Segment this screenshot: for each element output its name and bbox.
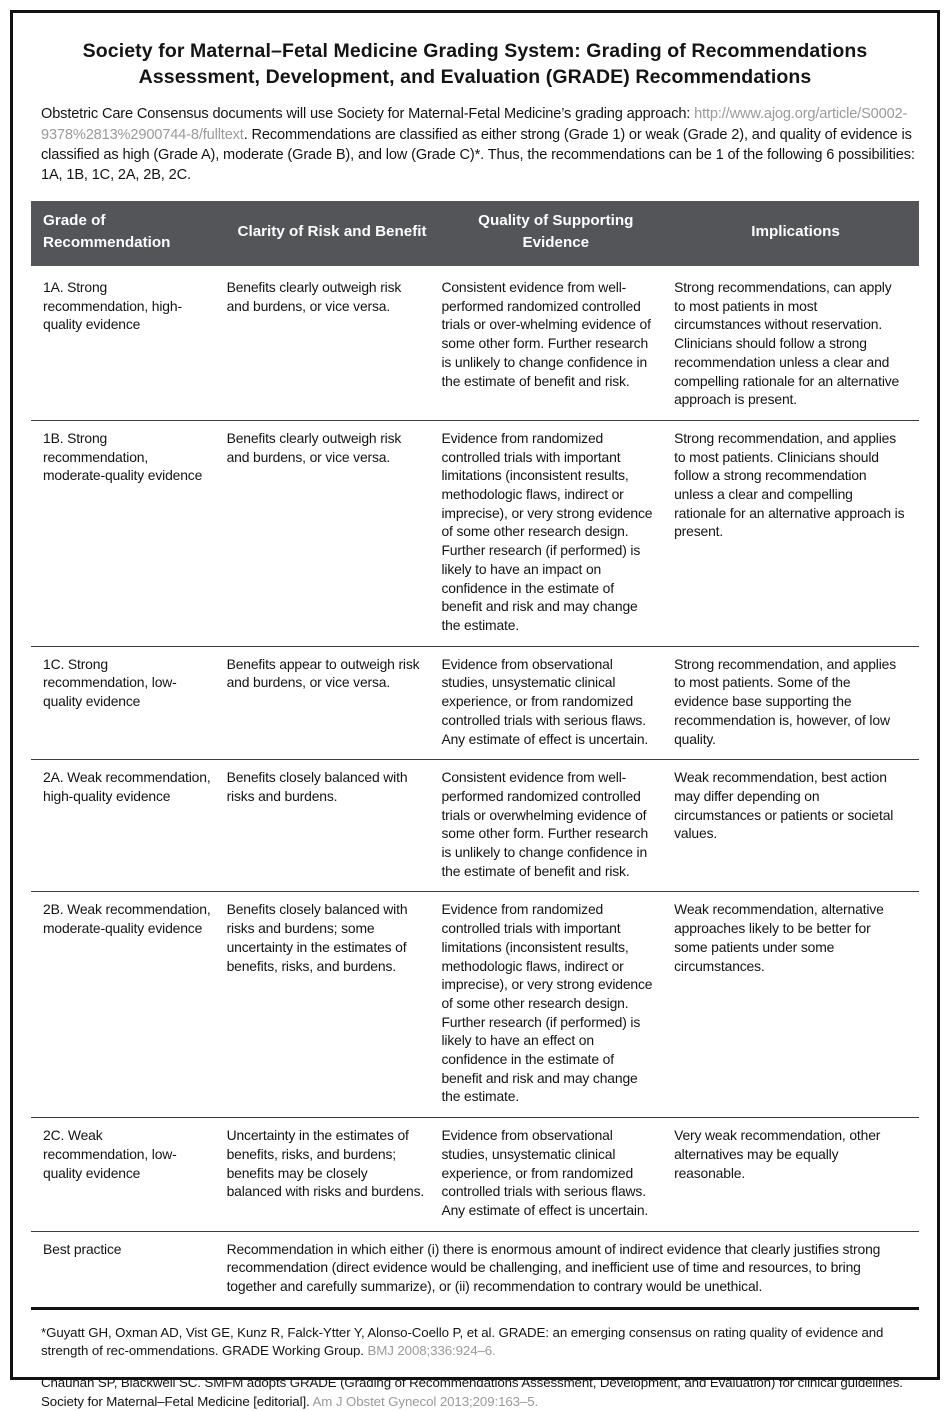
quality-cell: Evidence from observational studies, unsystematic clinical experience, or from randomized controlled trials with serious flaws. Any estimate of effect is uncertain.	[439, 1118, 672, 1232]
quality-cell: Evidence from randomized controlled trials with important limitations (inconsistent results, methodologic flaws, indirect or imprecise), or very strong evidence of some other research design. Further research (if performed) is likely to have an impact on confidence in the estimate of benefit and risk and may change the estimate.	[439, 420, 672, 646]
table-row-1c	[31, 646, 919, 760]
clarity-cell: Benefits appear to outweigh risk and burdens, or vice versa.	[225, 646, 440, 760]
quality-cell: Consistent evidence from well-performed randomized controlled trials or overwhelming evidence of some other form. Further research is unlikely to change confidence in the estimate of benefit and risk.	[439, 760, 672, 892]
column-header-grade-of-recommendation: Grade of Recommendation	[31, 201, 225, 266]
footnote-guyatt-text: *Guyatt GH, Oxman AD, Vist GE, Kunz R, Falck-Ytter Y, Alonso-Coello P, et al. GRADE: an emerging consensus on rating quality of evidence and strength of rec-ommendations. GRADE Working Group.	[41, 1324, 884, 1359]
grade-cell: 1C. Strong recommendation, low-quality evidence	[31, 646, 225, 760]
table-header-row	[31, 201, 919, 266]
article-url-link[interactable]: http://www.ajog.org/article/S0002-9378%2813%2900744-8/fulltext	[41, 106, 908, 143]
footnote-guyatt	[41, 1324, 915, 1361]
quality-cell: Evidence from randomized controlled trials with important limitations (inconsistent results, methodologic flaws, indirect or imprecise), or very strong evidence of some other research design. Further research (if performed) is likely to have an effect on confidence in the estimate of benefit and risk and may change the estimate.	[439, 892, 672, 1118]
table-row-2a	[31, 760, 919, 892]
grade-cell: 1A. Strong recommendation, high-quality evidence	[43, 279, 182, 333]
footnote-chauhan	[41, 1374, 915, 1411]
implications-cell: Weak recommendation, alternative approaches likely to be better for some patients under some circumstances.	[672, 892, 919, 1118]
document-frame	[10, 10, 940, 1409]
grade-cell: 2C. Weak recommendation, low-quality evidence	[31, 1118, 225, 1232]
clarity-cell: Benefits clearly outweigh risk and burdens, or vice versa.	[226, 279, 402, 314]
footnote-chauhan-citation-link[interactable]: Am J Obstet Gynecol 2013;209:163–5.	[312, 1393, 539, 1409]
footnote-guyatt-citation-link[interactable]: BMJ 2008;336:924–6.	[367, 1343, 496, 1359]
grade-cell: 2A. Weak recommendation, high-quality evidence	[31, 760, 225, 892]
implications-cell: Weak recommendation, best action may differ depending on circumstances or patients or societal values.	[672, 760, 919, 892]
clarity-cell: Uncertainty in the estimates of benefits, risks, and burdens; benefits may be closely balanced with risks and burdens.	[225, 1118, 440, 1232]
quality-cell: Evidence from observational studies, unsystematic clinical experience, or from randomized controlled trials with serious flaws. Any estimate of effect is uncertain.	[439, 646, 672, 760]
column-header-quality-of-supporting-evidence: Quality of Supporting Evidence	[439, 201, 672, 266]
table-row-best-practice	[31, 1231, 919, 1308]
grade-table	[31, 201, 919, 1310]
implications-cell: Strong recommendations, can apply to most patients in most circumstances without reservation. Clinicians should follow a strong recommendation unless a clear and compelling rationale for an alternative approach is present.	[674, 279, 900, 408]
quality-cell: Consistent evidence from well-performed randomized controlled trials or over-whelming evidence of some other form. Further research is unlikely to change confidence in the estimate of benefit and risk.	[441, 279, 651, 389]
grade-cell: 2B. Weak recommendation, moderate-quality evidence	[31, 892, 225, 1118]
implications-cell: Very weak recommendation, other alternatives may be equally reasonable.	[672, 1118, 919, 1232]
intro-paragraph	[41, 104, 915, 185]
best-practice-label: Best practice	[31, 1231, 225, 1308]
clarity-cell: Benefits closely balanced with risks and burdens.	[225, 760, 440, 892]
column-header-clarity-of-risk-and-benefit: Clarity of Risk and Benefit	[225, 201, 440, 266]
clarity-cell: Benefits clearly outweigh risk and burdens, or vice versa.	[225, 420, 440, 646]
best-practice-text: Recommendation in which either (i) there is enormous amount of indirect evidence that clearly justifies strong recommendation (direct evidence would be challenging, and inefficient use of time and resources, to bring together and carefully summarize), or (ii) recommendation to contrary would be unethical.	[225, 1231, 919, 1308]
intro-text-after-link: . Recommendations are classified as either strong (Grade 1) or weak (Grade 2), and quality of evidence is classified as high (Grade A), moderate (Grade B), and low (Grade C)*. Thus, the recommendations can be 1 of the following 6 possibilities: 1A, 1B, 1C, 2A, 2B, 2C.	[41, 126, 915, 183]
clarity-cell: Benefits closely balanced with risks and burdens; some uncertainty in the estimates of benefits, risks, and burdens.	[225, 892, 440, 1118]
grade-cell: 1B. Strong recommendation, moderate-quality evidence	[31, 420, 225, 646]
intro-text-before-link: Obstetric Care Consensus documents will use Society for Maternal-Fetal Medicine’s grading approach:	[41, 106, 695, 123]
table-row-2b	[31, 892, 919, 1118]
table-row-2c	[31, 1118, 919, 1232]
page-title: Society for Maternal–Fetal Medicine Grading System: Grading of Recommendations Assessment, Development, and Evaluation (GRADE) Recommendations	[82, 40, 868, 88]
table-row-1b	[31, 420, 919, 646]
column-header-implications: Implications	[672, 201, 919, 266]
implications-cell: Strong recommendation, and applies to most patients. Clinicians should follow a strong recommendation unless a clear and compelling rationale for an alternative approach is present.	[672, 420, 919, 646]
implications-cell: Strong recommendation, and applies to most patients. Some of the evidence base supporting the recommendation is, however, of low quality.	[672, 646, 919, 760]
table-row-1a	[31, 266, 919, 420]
footnote-chauhan-text: Chauhan SP, Blackwell SC. SMFM adopts GRADE (Grading of Recommendations Assessment, Development, and Evaluation) for clinical guidelines. Society for Maternal–Fetal Medicine [editorial].	[41, 1375, 903, 1409]
footnotes-section	[41, 1324, 915, 1411]
